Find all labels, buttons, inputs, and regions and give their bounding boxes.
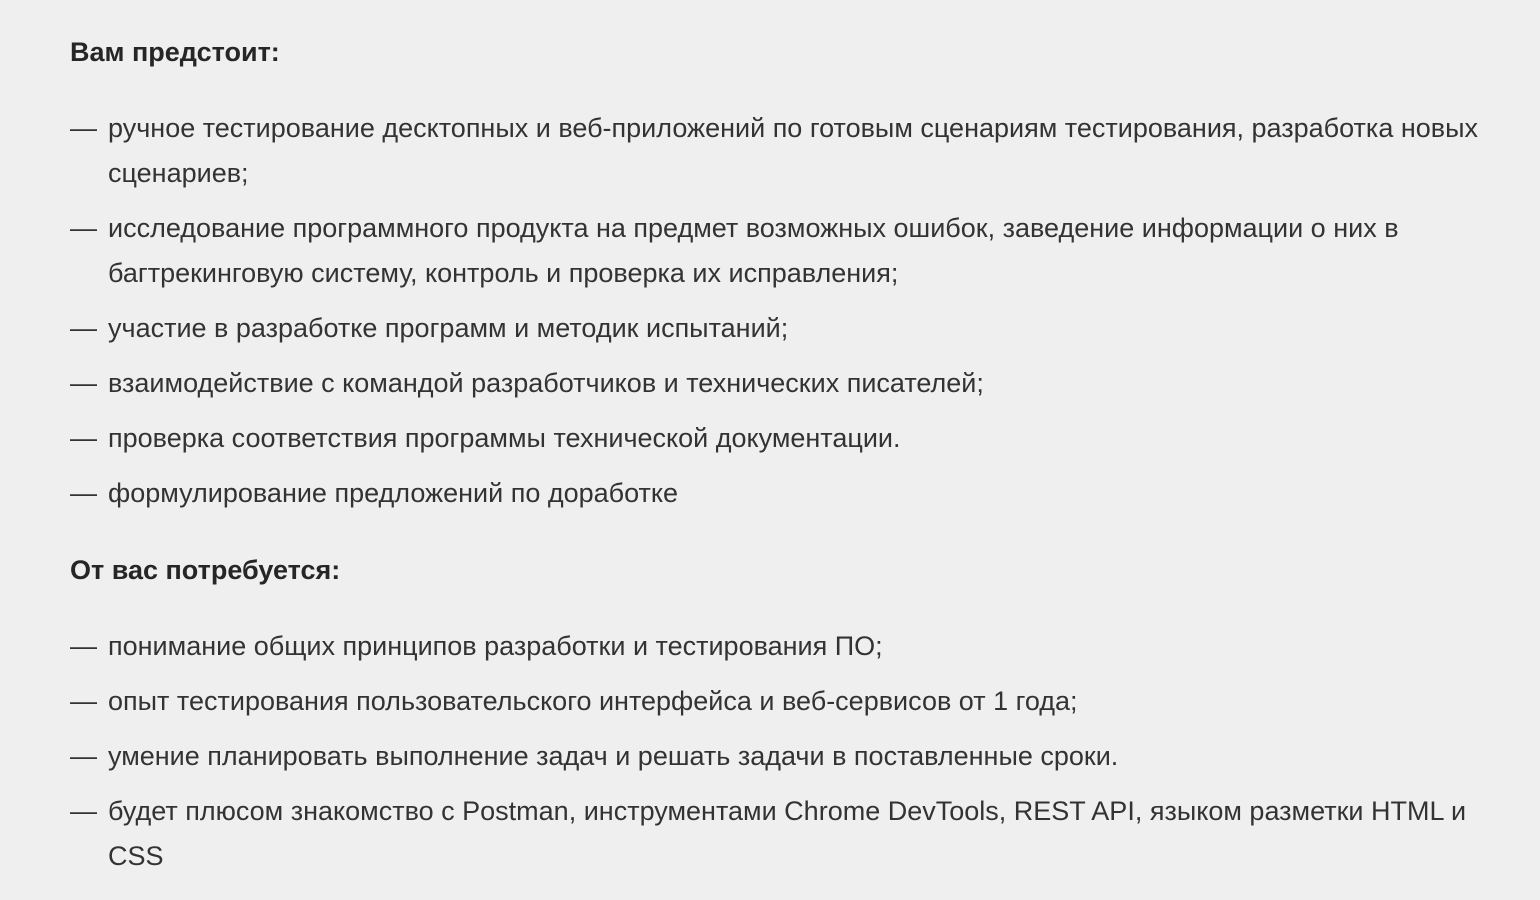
list-item-text: взаимодействие с командой разработчиков и технических писателей; bbox=[108, 368, 984, 398]
list-item-text: опыт тестирования пользовательского интерфейса и веб-сервисов от 1 года; bbox=[108, 686, 1078, 716]
list-item bbox=[70, 789, 1480, 879]
list-item bbox=[70, 734, 1480, 779]
dash-bullet: — bbox=[70, 741, 97, 771]
dash-bullet: — bbox=[70, 368, 97, 398]
list-item-text: исследование программного продукта на предмет возможных ошибок, заведение информации о них в багтрекинговую систему, контроль и проверка их исправления; bbox=[108, 213, 1399, 288]
list-item bbox=[70, 416, 1480, 461]
list-item-text: проверка соответствия программы технической документации. bbox=[108, 423, 901, 453]
list-item-text: ручное тестирование десктопных и веб-приложений по готовым сценариям тестирования, разработка новых сценариев; bbox=[108, 113, 1479, 188]
section-heading-requirements: От вас потребуется: bbox=[70, 555, 341, 585]
list-item bbox=[70, 306, 1480, 351]
list-item-text: формулирование предложений по доработке bbox=[108, 478, 679, 508]
dash-bullet: — bbox=[70, 631, 97, 661]
dash-bullet: — bbox=[70, 313, 97, 343]
duties-list bbox=[70, 106, 1480, 516]
dash-bullet: — bbox=[70, 686, 97, 716]
list-item-text: понимание общих принципов разработки и тестирования ПО; bbox=[108, 631, 883, 661]
list-item bbox=[70, 106, 1480, 196]
dash-bullet: — bbox=[70, 796, 97, 826]
list-item-text: будет плюсом знакомство с Postman, инструментами Chrome DevTools, REST API, языком разметки HTML и CSS bbox=[108, 796, 1467, 871]
dash-bullet: — bbox=[70, 113, 97, 143]
dash-bullet: — bbox=[70, 423, 97, 453]
requirements-list bbox=[70, 624, 1480, 879]
section-heading-duties: Вам предстоит: bbox=[70, 37, 280, 67]
dash-bullet: — bbox=[70, 478, 97, 508]
list-item bbox=[70, 471, 1480, 516]
list-item bbox=[70, 206, 1480, 296]
list-item bbox=[70, 361, 1480, 406]
list-item-text: участие в разработке программ и методик испытаний; bbox=[108, 313, 789, 343]
list-item bbox=[70, 679, 1480, 724]
list-item-text: умение планировать выполнение задач и решать задачи в поставленные сроки. bbox=[108, 741, 1119, 771]
list-item bbox=[70, 624, 1480, 669]
dash-bullet: — bbox=[70, 213, 97, 243]
